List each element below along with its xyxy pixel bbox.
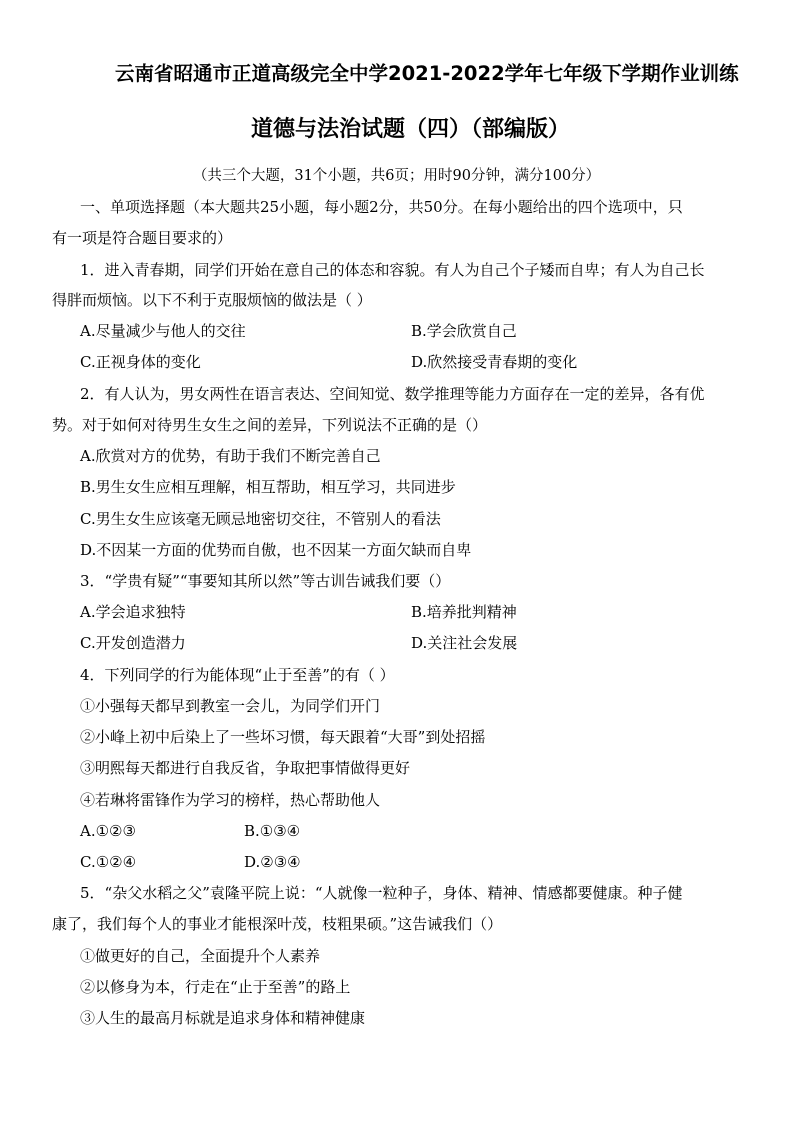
q4-option-b: B.①③④ (244, 822, 301, 840)
q2-option-b: B.男生女生应相互理解，相互帮助，相互学习，共同进步 (80, 478, 456, 496)
q5-item-2: ②以修身为本，行走在“止于至善”的路上 (80, 978, 351, 996)
q2-stem-line2: 势。对于如何对待男生女生之间的差异，下列说法不正确的是（） (52, 416, 488, 434)
q4-item-2: ②小峰上初中后染上了一些坏习惯，每天跟着“大哥”到处招摇 (80, 728, 486, 746)
q4-option-c: C.①②④ (80, 853, 137, 871)
q3-option-c: C.开发创造潜力 (80, 634, 186, 652)
q3-option-b: B.培养批判精神 (411, 603, 517, 621)
q1-option-c: C.正视身体的变化 (80, 353, 201, 371)
q1-option-b: B.学会欣赏自己 (411, 322, 517, 340)
exam-title: 道德与法治试题（四）（部编版） (250, 117, 570, 142)
q5-stem-line1: 5．“杂父水稻之父”袁隆平院上说：“人就像一粒种子，身体、精神、情感都要健康。种子健 (80, 884, 683, 902)
q2-stem-line1: 2．有人认为，男女两性在语言表达、空间知觉、数学推理等能力方面存在一定的差异，各有优 (80, 385, 705, 403)
q3-option-d: D.关注社会发展 (411, 634, 518, 652)
q4-item-4: ④若琳将雷锋作为学习的榜样，热心帮助他人 (80, 791, 381, 809)
q4-item-1: ①小强每天都早到教室一会儿，为同学们开门 (80, 697, 381, 715)
section1-intro-line2: 有一项是符合题目要求的） (52, 229, 233, 247)
q4-item-3: ③明熙每天都进行自我反省，争取把事情做得更好 (80, 759, 411, 777)
q1-option-a: A.尽量减少与他人的交往 (80, 322, 246, 340)
q4-option-a: A.①②③ (80, 822, 136, 840)
q1-option-d: D.欣然接受青春期的变化 (411, 353, 578, 371)
q5-stem-line2: 康了，我们每个人的事业才能根深叶茂，枝粗果硕。”这告诫我们（） (52, 915, 503, 933)
exam-info: （共三个大题，31个小题，共6页；用时90分钟，满分100分） (192, 168, 601, 184)
q1-stem-line2: 得胖而烦恼。以下不利于克服烦恼的做法是（ ） (52, 291, 372, 309)
q2-option-c: C.男生女生应该毫无顾忌地密切交往，不管别人的看法 (80, 510, 441, 528)
q5-item-3: ③人生的最高月标就是追求身体和精神健康 (80, 1009, 366, 1027)
q3-option-a: A.学会追求独特 (80, 603, 186, 621)
school-title: 云南省昭通市正道高级完全中学2021-2022学年七年级下学期作业训练 (115, 62, 739, 85)
q3-stem-line1: 3．“学贵有疑”“事要知其所以然”等古训告诫我们要（） (80, 572, 451, 590)
q2-option-d: D.不因某一方面的优势而自傲，也不因某一方面欠缺而自卑 (80, 541, 472, 559)
q1-stem-line1: 1．进入青春期，同学们开始在意自己的体态和容貌。有人为自己个子矮而自卑；有人为自己长 (80, 261, 705, 279)
q4-option-d: D.②③④ (244, 853, 301, 871)
section1-intro-line1: 一、单项选择题（本大题共25小题，每小题2分，共50分。在每小题给出的四个选项中，只 (80, 198, 683, 216)
q2-option-a: A.欣赏对方的优势，有助于我们不断完善自己 (80, 447, 381, 465)
q5-item-1: ①做更好的自己，全面提升个人素养 (80, 947, 321, 965)
q4-stem-line1: 4．下列同学的行为能体现“止于至善”的有（ ） (80, 666, 395, 684)
